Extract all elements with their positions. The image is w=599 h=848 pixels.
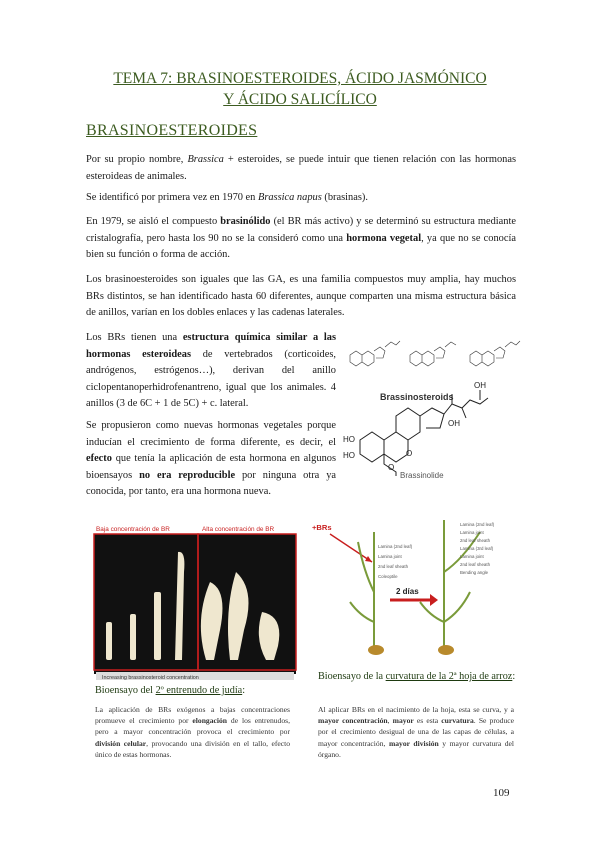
paragraph-1: Por su propio nombre, Brassica + esteroides, se puede intuir que tienen relación con las hormonas esteroideas de animales. <box>86 154 517 182</box>
small-structures <box>350 341 520 366</box>
paragraph-3: En 1979, se aisló el compuesto brasinólido (el BR más activo) y se determinó su estructura mediante cristalografía, pero hasta los 90 no se la consideró como una hormona vegetal, ya que no se conocía bien su función o forma de acción. <box>86 216 516 261</box>
rice-leaf-figure <box>310 512 520 664</box>
section-heading: BRASINOESTEROIDES <box>86 122 258 139</box>
brassinosteroid-structures-figure <box>340 330 530 480</box>
paragraph-2: Se identificó por primera vez en 1970 en Brassica napus (brasinas). <box>86 192 368 203</box>
structure-label-top: Brassinosteroids <box>380 392 454 402</box>
oh-label-1: OH <box>474 381 486 390</box>
label-coleoptile-left: Coleoptile <box>378 574 398 579</box>
concentration-axis-label: Increasing brassinosteroid concentration <box>102 675 199 681</box>
oh-label-2: OH <box>448 419 460 428</box>
label-sheath-right: 2nd leaf sheath <box>460 538 491 543</box>
bean-internode-figure <box>86 522 302 682</box>
paragraph-6: Se propusieron como nuevas hormonas vegetales porque inducían el crecimiento de forma diferente, es decir, el efecto que tenía la aplicación de esta hormona en algunos bioensayos no era reproducible por ninguna otra ya conocida, por tanto, era una hormona nueva. <box>86 420 336 498</box>
ho-label-1: HO <box>343 435 355 444</box>
label-joint3-right: Lamina joint <box>460 554 484 559</box>
caption-left: Bioensayo del 2º entrenudo de judía: <box>95 685 246 696</box>
label-lamina3-right: Lamina (3rd leaf) <box>460 546 494 551</box>
note-right: Al aplicar BRs en el nacimiento de la hoja, esta se curva, y a mayor concentración, mayor es esta curvatura. Se produce por el crecimiento desigual de una de las capas de células, a mayor concentración, mayor división y mayor curvatura del órgano. <box>318 705 514 759</box>
brs-tag: +BRs <box>312 523 332 532</box>
label-lamina-left: Lamina (2nd leaf) <box>378 544 413 549</box>
caption-right: Bioensayo de la curvatura de la 2ª hoja de arroz: <box>318 671 516 682</box>
seed-left <box>368 645 384 655</box>
label-sheath3-right: 2nd leaf sheath <box>460 562 491 567</box>
label-joint-left: Lamina joint <box>378 554 402 559</box>
page-number: 109 <box>493 787 510 799</box>
o-label-2: O <box>406 449 413 458</box>
low-concentration-label: Baja concentración de BR <box>96 526 170 533</box>
chapter-title <box>60 68 540 110</box>
high-concentration-label: Alta concentración de BR <box>202 526 275 533</box>
label-sheath-left: 2nd leaf sheath <box>378 564 409 569</box>
brassinolide-structure <box>360 390 488 476</box>
label-lamina-right: Lamina (2nd leaf) <box>460 522 495 527</box>
o-label-1: O <box>388 463 395 472</box>
chapter-title-line1: TEMA 7: BRASINOESTEROIDES, ÁCIDO JASMÓNICO <box>113 70 487 87</box>
chapter-title-line2: Y ÁCIDO SALICÍLICO <box>223 91 377 108</box>
label-bending-angle: Bending angle <box>460 570 489 575</box>
label-joint-right: Lamina joint <box>460 530 484 535</box>
ho-label-2: HO <box>343 451 355 460</box>
paragraph-5: Los BRs tienen una estructura química similar a las hormonas esteroideas de vertebrados (corticoides, andrógenos, estrógenos…), derivan del anillo ciclopentanoperhidrofenantreno, igual que los animales. 4 anillos (3 de 6C + 1 de 5C) + c. lateral. <box>86 332 336 410</box>
paragraph-4: Los brasinoesteroides son iguales que las GA, es una familia compuestos muy amplia, hay muchos BRs distintos, se han identificado hasta 60 diferentes, aunque comparten una misma estructura básica de anillos, varían en los dobles enlaces y las cadenas laterales. <box>86 274 516 319</box>
structure-label-bottom: Brassinolide <box>400 471 444 480</box>
seed-right <box>438 645 454 655</box>
two-days-label: 2 días <box>396 587 419 596</box>
note-left: La aplicación de BRs exógenos a bajas concentraciones promueve el crecimiento por elongación de los entrenudos, pero a mayor concentración provoca el crecimiento por división celular, provocando una división en el tallo, efecto único de estas hormonas. <box>95 705 291 759</box>
